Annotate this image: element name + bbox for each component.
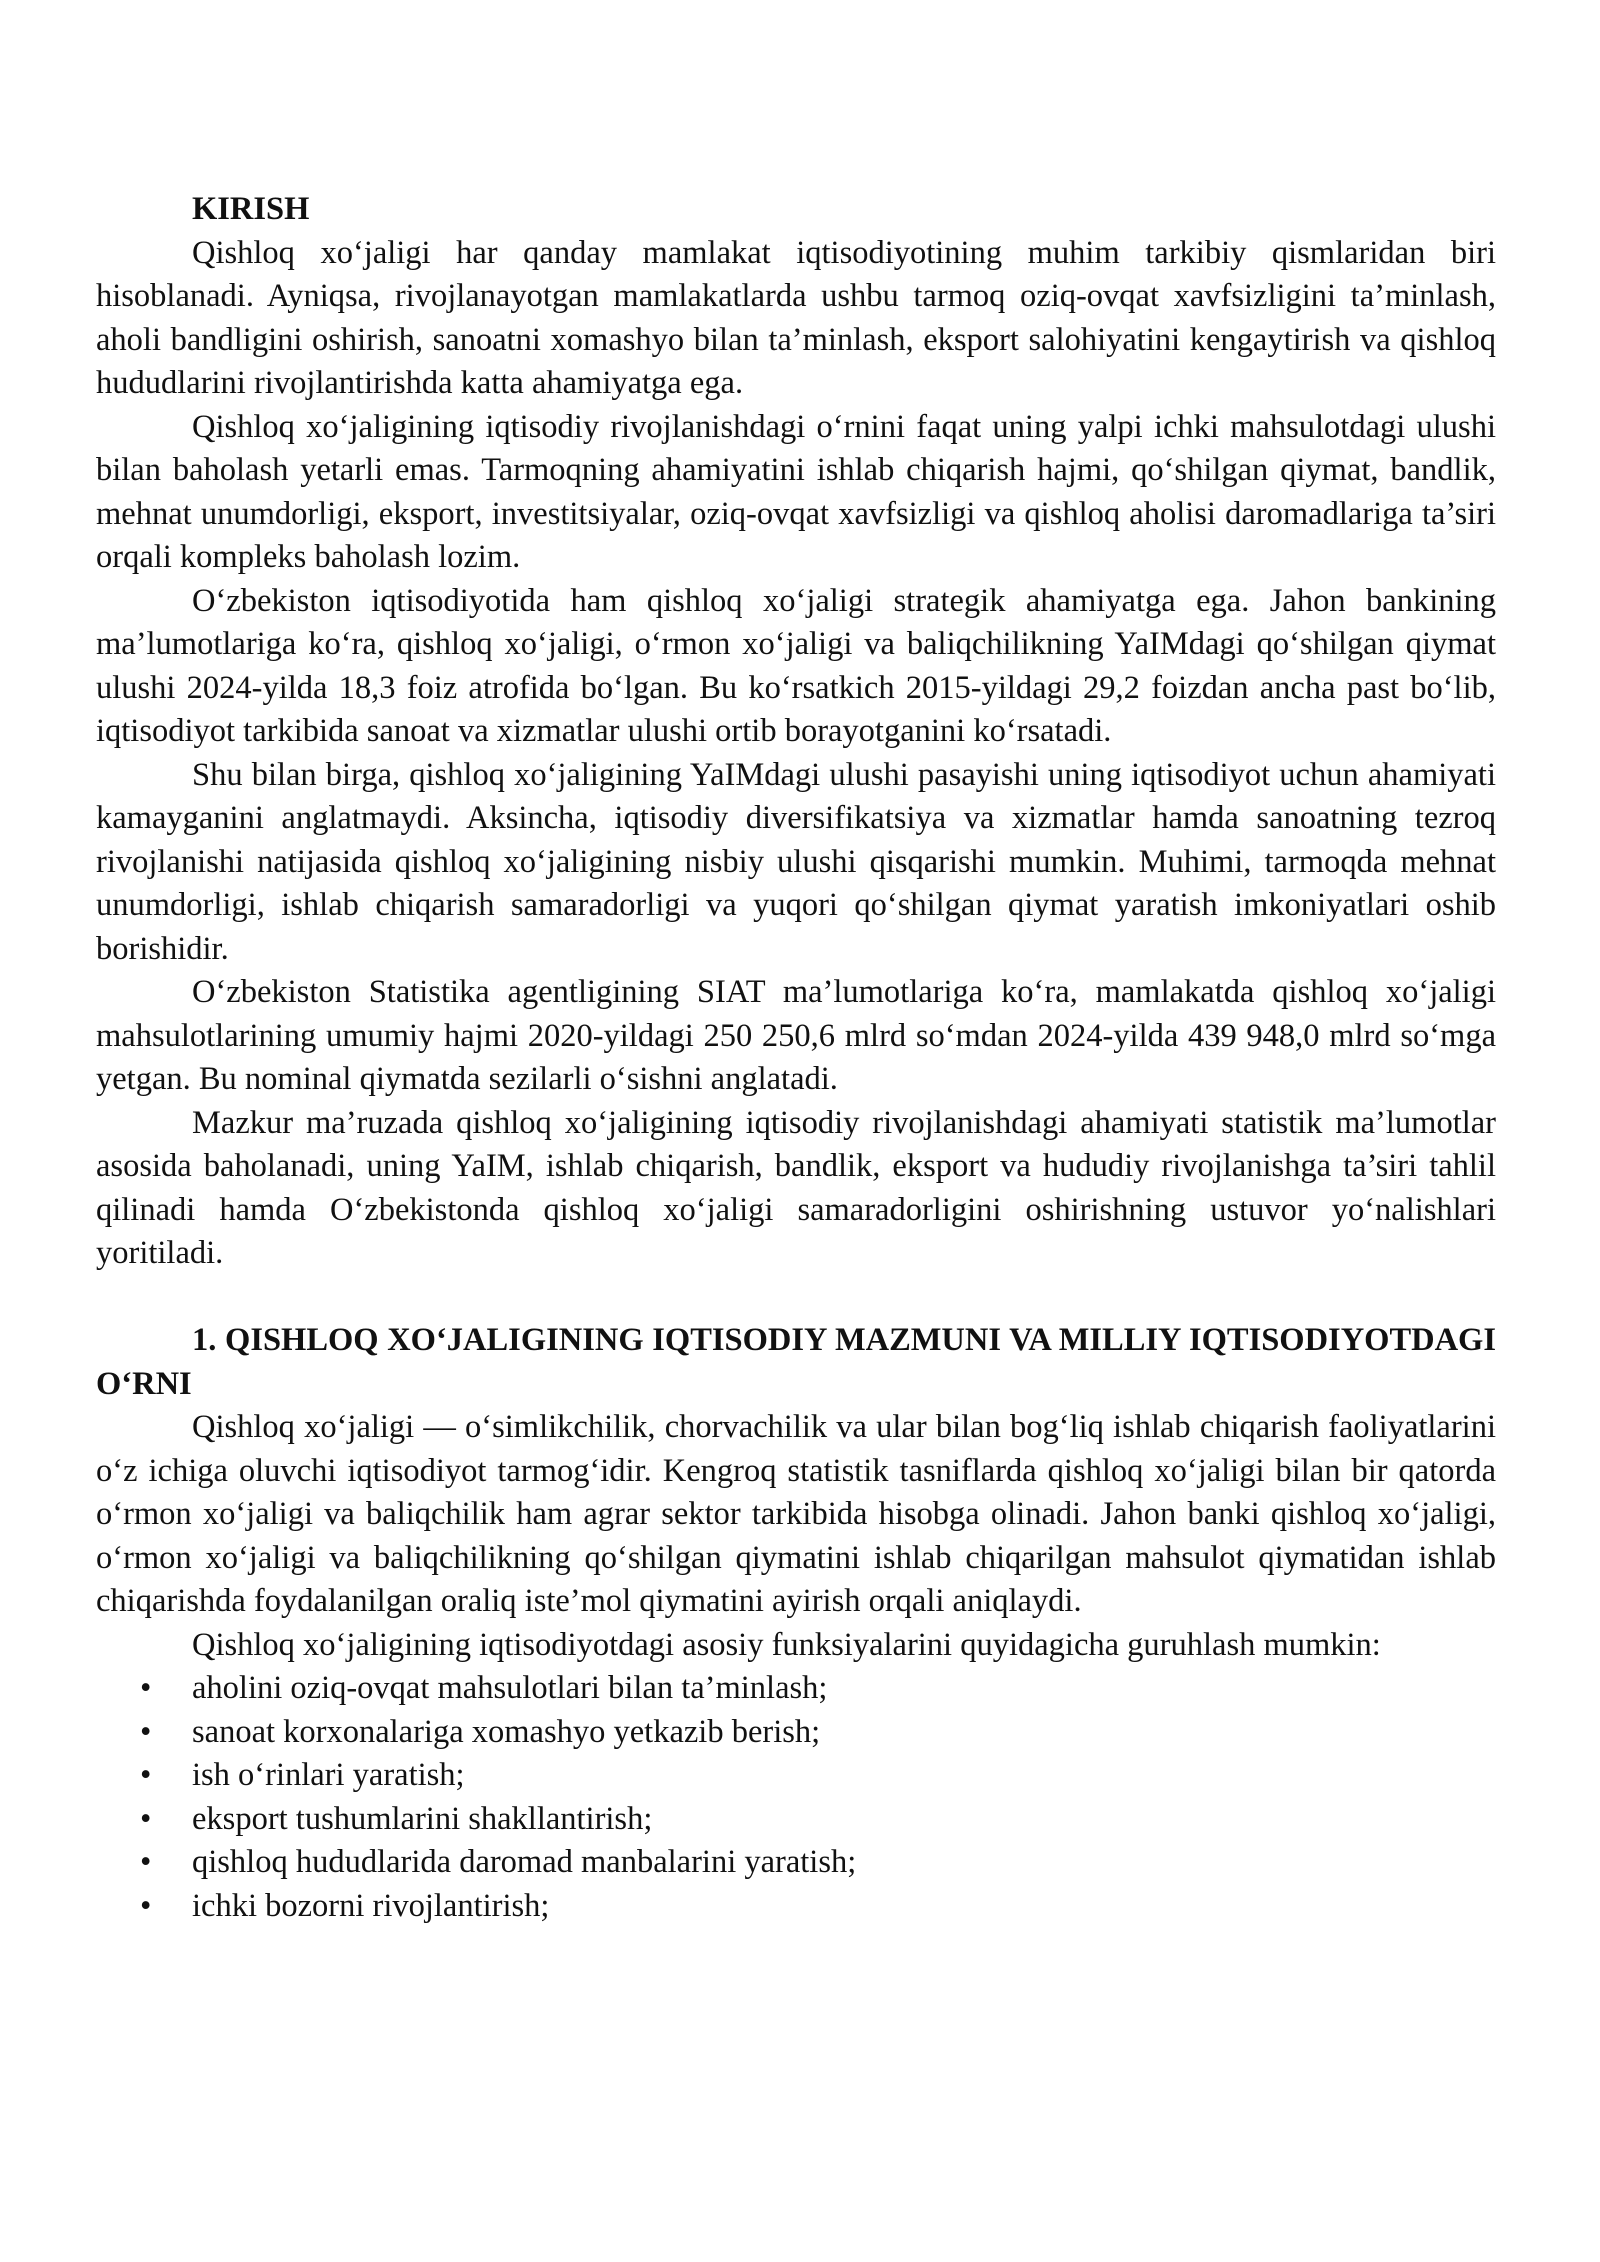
document-page — [96, 188, 1496, 1928]
list-item — [96, 1885, 1496, 1929]
intro-heading: KIRISH — [192, 191, 310, 227]
bullet-icon: • — [140, 1844, 152, 1880]
intro-paragraph-4: Shu bilan birga, qishloq xo‘jaligining YaIMdagi ulushi pasayishi uning iqtisodiyot uchun ahamiyati kamayganini anglatmaydi. Aksincha, iqtisodiy diversifikatsiya va xizmatlar hamda sanoatning tezroq rivojlanishi natijasida qishloq xo‘jaligining nisbiy ulushi qisqarishi mumkin. Muhimi, tarmoqda mehnat unumdorligi, ishlab chiqarish samaradorligi va yuqori qo‘shilgan qiymat yaratish imkoniyatlari oshib borishidir. — [96, 756, 1496, 967]
list-item-text: ish o‘rinlari yaratish; — [192, 1757, 465, 1793]
list-item — [96, 1798, 1496, 1842]
intro-paragraph-6: Mazkur ma’ruzada qishloq xo‘jaligining iqtisodiy rivojlanishdagi ahamiyati statistik ma’lumotlar asosida baholanadi, uning YaIM, ishlab chiqarish, bandlik, eksport va hududiy rivojlanishga ta’siri tahlil qilinadi hamda O‘zbekistonda qishloq xo‘jaligi samaradorligini oshirishning ustuvor yo‘nalishlari yoritiladi. — [96, 1104, 1496, 1271]
section-1-heading: 1. QISHLOQ XO‘JALIGINING IQTISODIY MAZMUNI VA MILLIY IQTISODIYOTDAGI O‘RNI — [96, 1322, 1496, 1402]
functions-list — [96, 1667, 1496, 1928]
bullet-icon: • — [140, 1887, 152, 1924]
list-item — [96, 1754, 1496, 1798]
intro-paragraph-1: Qishloq xo‘jaligi har qanday mamlakat iqtisodiyotining muhim tarkibiy qismlaridan biri hisoblanadi. Ayniqsa, rivojlanayotgan mamlakatlarda ushbu tarmoq oziq-ovqat xavfsizligini ta’minlash, aholi bandligini oshirish, sanoatni xomashyo bilan ta’minlash, eksport salohiyatini kengaytirish va qishloq hududlarini rivojlantirishda katta ahamiyatga ega. — [96, 234, 1496, 401]
section-spacer — [96, 1276, 1496, 1320]
list-item-text: aholini oziq-ovqat mahsulotlari bilan ta’minlash; — [192, 1670, 828, 1706]
list-item-text: eksport tushumlarini shakllantirish; — [192, 1800, 653, 1837]
bullet-icon: • — [140, 1800, 152, 1837]
bullet-icon: • — [140, 1670, 152, 1706]
bullet-icon: • — [140, 1713, 152, 1750]
section-1-paragraph-2: Qishloq xo‘jaligining iqtisodiyotdagi asosiy funksiyalarini quyidagicha guruhlash mumkin: — [192, 1626, 1381, 1663]
list-item-text: qishloq hududlarida daromad manbalarini yaratish; — [192, 1844, 857, 1880]
list-item — [96, 1841, 1496, 1885]
list-item — [96, 1667, 1496, 1711]
list-item-text: ichki bozorni rivojlantirish; — [192, 1887, 550, 1924]
bullet-icon: • — [140, 1757, 152, 1793]
list-item-text: sanoat korxonalariga xomashyo yetkazib berish; — [192, 1713, 821, 1750]
intro-paragraph-3: O‘zbekiston iqtisodiyotida ham qishloq xo‘jaligi strategik ahamiyatga ega. Jahon bankining ma’lumotlariga ko‘ra, qishloq xo‘jaligi, o‘rmon xo‘jaligi va baliqchilikning YaIMdagi qo‘shilgan qiymat ulushi 2024-yilda 18,3 foiz atrofida bo‘lgan. Bu ko‘rsatkich 2015-yildagi 29,2 foizdan ancha past bo‘lib, iqtisodiyot tarkibida sanoat va xizmatlar ulushi ortib borayotganini ko‘rsatadi. — [96, 582, 1496, 749]
list-item — [96, 1711, 1496, 1755]
intro-paragraph-2: Qishloq xo‘jaligining iqtisodiy rivojlanishdagi o‘rnini faqat uning yalpi ichki mahsulotdagi ulushi bilan baholash yetarli emas. Tarmoqning ahamiyatini ishlab chiqarish hajmi, qo‘shilgan qiymat, bandlik, mehnat unumdorligi, eksport, investitsiyalar, oziq-ovqat xavfsizligi va qishloq aholisi daromadlariga ta’siri orqali kompleks baholash lozim. — [96, 408, 1496, 575]
intro-paragraph-5: O‘zbekiston Statistika agentligining SIAT ma’lumotlariga ko‘ra, mamlakatda qishloq xo‘jaligi mahsulotlarining umumiy hajmi 2020-yildagi 250 250,6 mlrd so‘mdan 2024-yilda 439 948,0 mlrd so‘mga yetgan. Bu nominal qiymatda sezilarli o‘sishni anglatadi. — [96, 974, 1496, 1097]
section-1-paragraph-1: Qishloq xo‘jaligi — o‘simlikchilik, chorvachilik va ular bilan bog‘liq ishlab chiqarish faoliyatlarini o‘z ichiga oluvchi iqtisodiyot tarmog‘idir. Kengroq statistik tasniflarda qishloq xo‘jaligi bilan bir qatorda o‘rmon xo‘jaligi va baliqchilik ham agrar sektor tarkibida hisobga olinadi. Jahon banki qishloq xo‘jaligi, o‘rmon xo‘jaligi va baliqchilikning qo‘shilgan qiymatini ishlab chiqarilgan mahsulot qiymatidan ishlab chiqarishda foydalanilgan oraliq iste’mol qiymatini ayirish orqali aniqlaydi. — [96, 1409, 1496, 1619]
